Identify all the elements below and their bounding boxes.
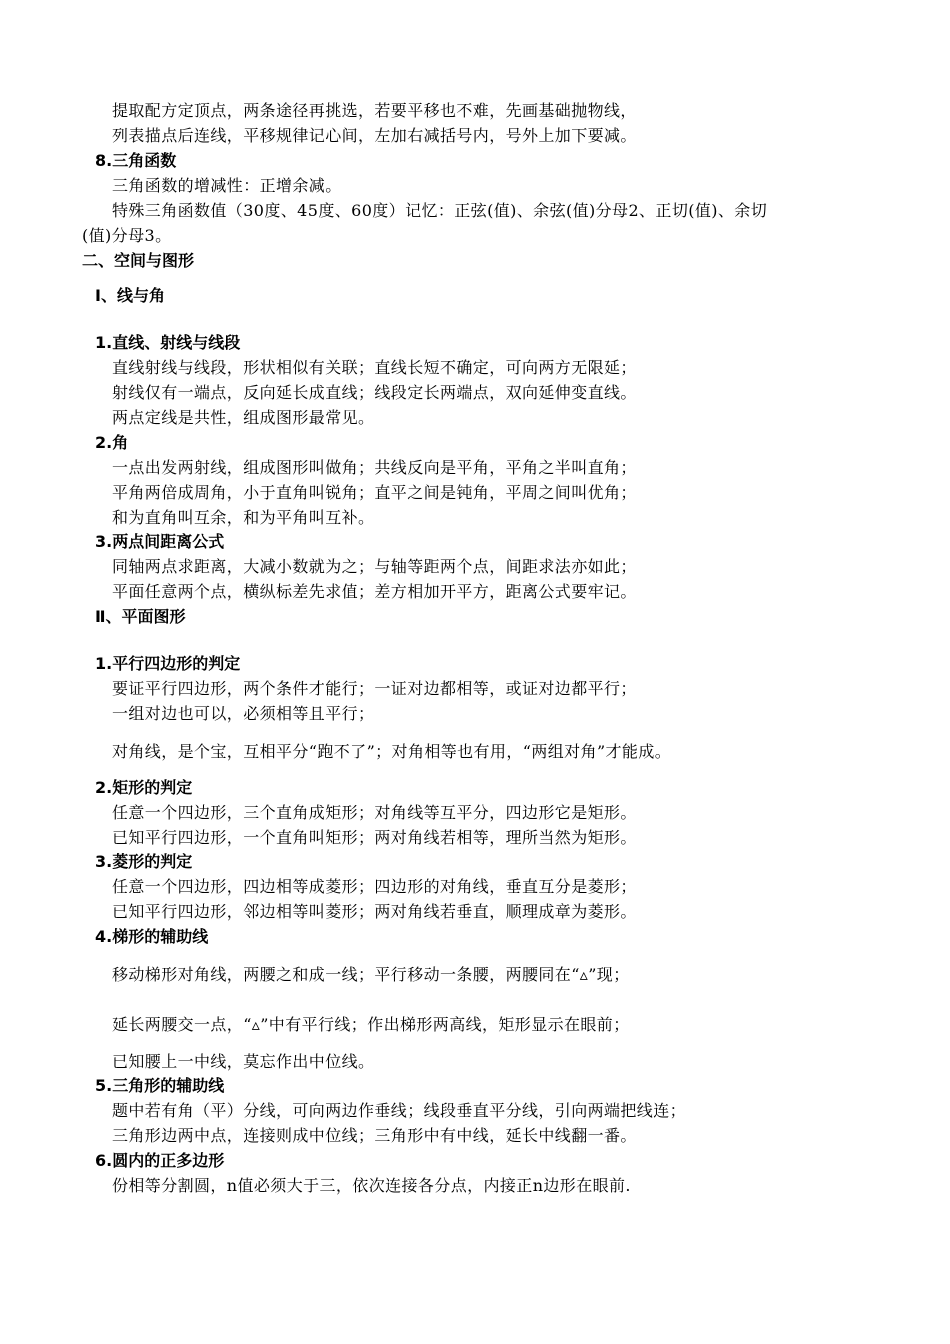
body-line: 直线射线与线段，形状相似有关联；直线长短不确定，可向两方无限延； <box>112 358 637 377</box>
body-line: 题中若有角（平）分线，可向两边作垂线；线段垂直平分线，引向两端把线连； <box>112 1101 687 1120</box>
body-line: 已知平行四边形，邻边相等叫菱形；两对角线若垂直，顺理成章为菱形。 <box>112 902 637 921</box>
body-line: 移动梯形对角线，两腰之和成一线；平行移动一条腰，两腰同在“▵”现； <box>112 965 630 984</box>
body-line: 和为直角叫互余，和为平角叫互补。 <box>112 508 375 527</box>
body-line: 射线仅有一端点，反向延长成直线；线段定长两端点，双向延伸变直线。 <box>112 383 637 402</box>
section-heading-trapezoid: 4.梯形的辅助线 <box>95 927 209 946</box>
body-line: 任意一个四边形，三个直角成矩形；对角线等互平分，四边形它是矩形。 <box>112 803 637 822</box>
section-heading-rhombus: 3.菱形的判定 <box>95 852 193 871</box>
section-heading-distance-formula: 3.两点间距离公式 <box>95 532 225 551</box>
intro-line: 列表描点后连线，平移规律记心间，左加右减括号内，号外上加下要减。 <box>112 126 637 145</box>
section-heading-angle: 2.角 <box>95 433 129 452</box>
part-heading-space-geometry: 二、空间与图形 <box>82 251 195 270</box>
body-line: 一点出发两射线，组成图形叫做角；共线反向是平角，平角之半叫直角； <box>112 458 637 477</box>
body-line: 已知平行四边形，一个直角叫矩形；两对角线若相等，理所当然为矩形。 <box>112 828 637 847</box>
section-heading-rectangle: 2.矩形的判定 <box>95 778 193 797</box>
body-line: 对角线，是个宝，互相平分“跑不了”；对角相等也有用，“两组对角”才能成。 <box>112 742 672 761</box>
body-line: 同轴两点求距离，大减小数就为之；与轴等距两个点，间距求法亦如此； <box>112 557 637 576</box>
body-line: (值)分母3。 <box>82 226 172 245</box>
section-heading-regular-polygon: 6.圆内的正多边形 <box>95 1151 225 1170</box>
body-line: 已知腰上一中线，莫忘作出中位线。 <box>112 1052 375 1071</box>
body-line: 一组对边也可以，必须相等且平行； <box>112 704 375 723</box>
section-heading-trig: 8.三角函数 <box>95 151 177 170</box>
section-heading-parallelogram: 1.平行四边形的判定 <box>95 654 241 673</box>
body-line: 平面任意两个点，横纵标差先求值；差方相加开平方，距离公式要牢记。 <box>112 582 637 601</box>
subpart-heading-lines-angles: Ⅰ、线与角 <box>95 286 165 305</box>
body-line: 两点定线是共性，组成图形最常见。 <box>112 408 375 427</box>
body-line: 三角函数的增减性：正增余减。 <box>112 176 342 195</box>
section-heading-triangle: 5.三角形的辅助线 <box>95 1076 225 1095</box>
subpart-heading-plane-figures: Ⅱ、平面图形 <box>95 607 186 626</box>
body-line: 份相等分割圆，n值必须大于三，依次连接各分点，内接正n边形在眼前. <box>112 1176 631 1195</box>
body-line: 要证平行四边形，两个条件才能行；一证对边都相等，或证对边都平行； <box>112 679 637 698</box>
body-line: 三角形边两中点，连接则成中位线；三角形中有中线，延长中线翻一番。 <box>112 1126 637 1145</box>
body-line: 延长两腰交一点，“▵”中有平行线；作出梯形两高线，矩形显示在眼前； <box>112 1015 630 1034</box>
intro-line: 提取配方定顶点，两条途径再挑选，若要平移也不难，先画基础抛物线， <box>112 101 637 120</box>
body-line: 特殊三角函数值（30度、45度、60度）记忆：正弦(值)、余弦(值)分母2、正切(值)、余切 <box>112 201 768 220</box>
body-line: 平角两倍成周角，小于直角叫锐角；直平之间是钝角，平周之间叫优角； <box>112 483 637 502</box>
section-heading-line-ray-segment: 1.直线、射线与线段 <box>95 333 241 352</box>
body-line: 任意一个四边形，四边相等成菱形；四边形的对角线，垂直互分是菱形； <box>112 877 637 896</box>
